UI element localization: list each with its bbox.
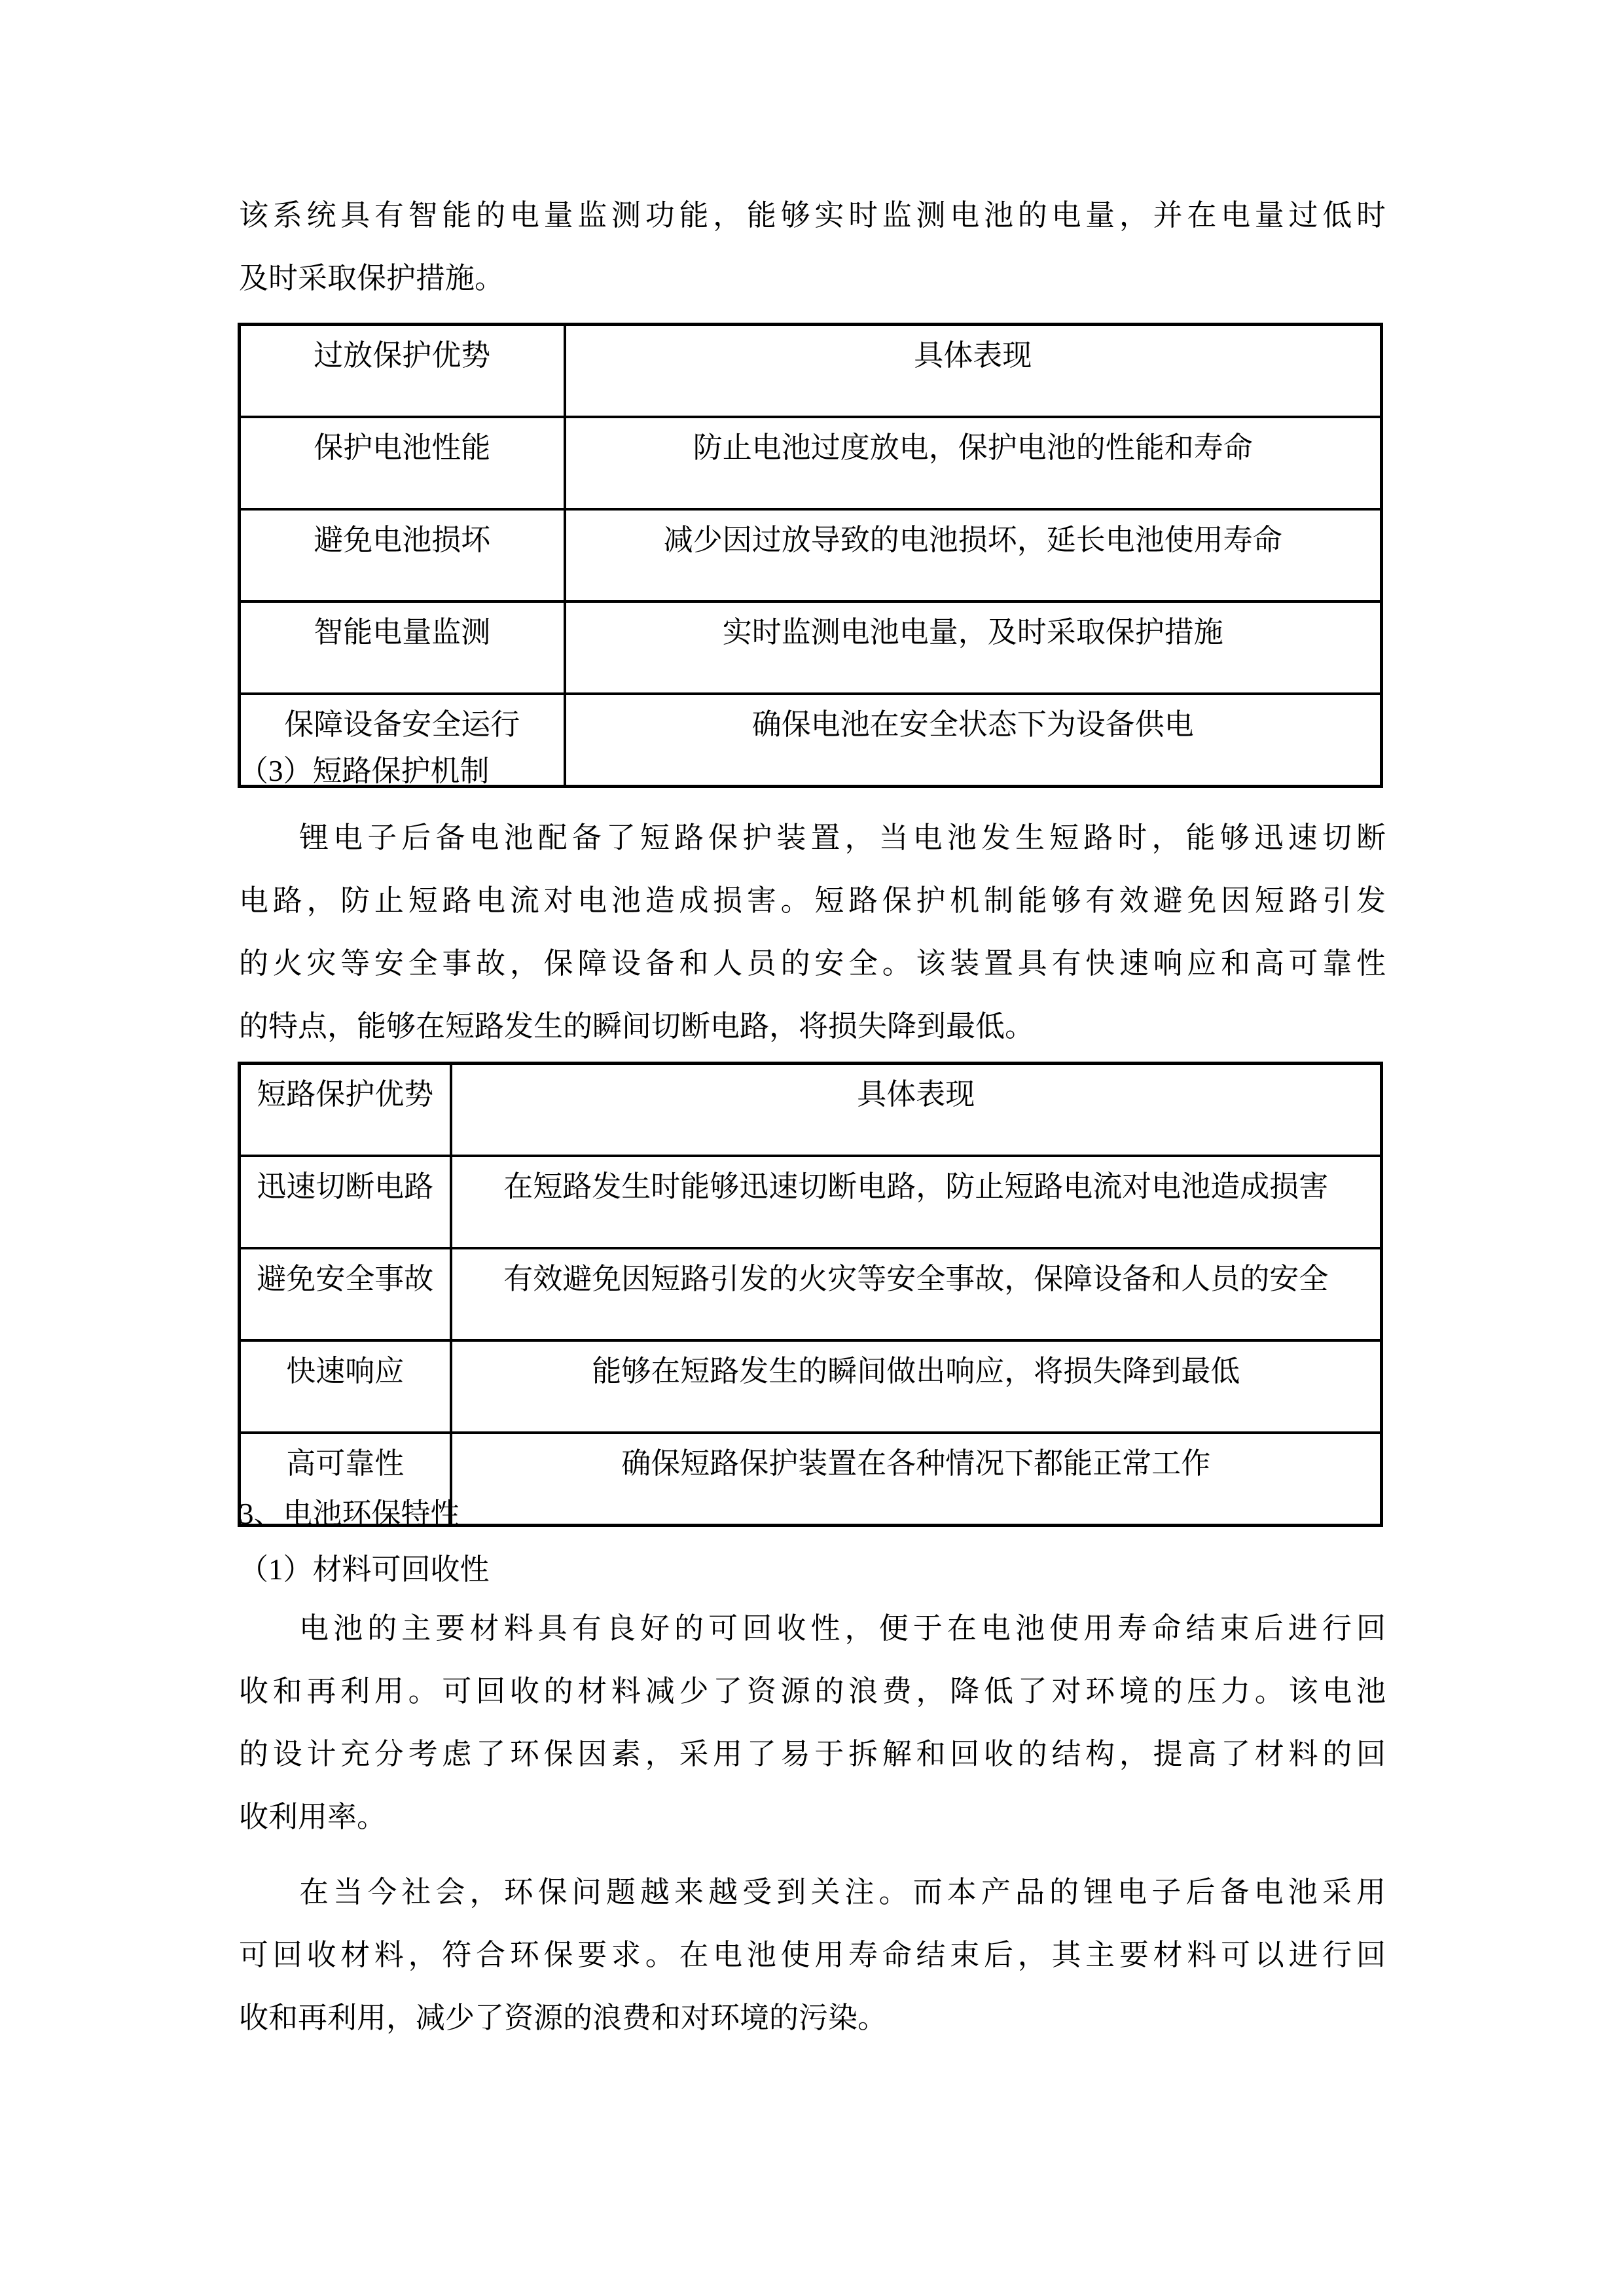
table-cell: 能够在短路发生的瞬间做出响应，将损失降到最低	[451, 1340, 1382, 1433]
table-cell: 避免电池损坏	[240, 509, 565, 601]
table-cell: 减少因过放导致的电池损坏，延长电池使用寿命	[565, 509, 1382, 601]
short-circuit-paragraph	[239, 806, 1386, 1058]
table-cell: 防止电池过度放电，保护电池的性能和寿命	[565, 417, 1382, 509]
heading-material-recyclability: （1）材料可回收性	[239, 1553, 490, 1586]
paragraph-line: 的设计充分考虑了环保因素，采用了易于拆解和回收的结构，提高了材料的回	[239, 1738, 1386, 1770]
intro-paragraph	[239, 184, 1386, 310]
paragraph-line: 在当今社会，环保问题越来越受到关注。而本产品的锂电子后备电池采用	[299, 1876, 1386, 1909]
table-cell: 保障设备安全运行	[240, 694, 565, 787]
table-row	[240, 1340, 1382, 1433]
table-cell: 避免安全事故	[240, 1248, 451, 1340]
paragraph-line: 收利用率。	[239, 1801, 387, 1833]
table-cell: 快速响应	[240, 1340, 451, 1433]
table-header-cell: 具体表现	[451, 1064, 1382, 1157]
table-cell: 智能电量监测	[240, 601, 565, 694]
paragraph-line: 的火灾等安全事故，保障设备和人员的安全。该装置具有快速响应和高可靠性	[239, 947, 1386, 980]
table-header-row	[240, 1064, 1382, 1157]
overdischarge-protection-table	[238, 323, 1383, 788]
paragraph-line: 电池的主要材料具有良好的可回收性，便于在电池使用寿命结束后进行回	[299, 1612, 1386, 1645]
paragraph-line: 的特点，能够在短路发生的瞬间切断电路，将损失降到最低。	[239, 1010, 1035, 1043]
table-cell: 迅速切断电路	[240, 1156, 451, 1248]
table-row	[240, 509, 1382, 601]
table-header-cell: 过放保护优势	[240, 325, 565, 418]
table-header-cell: 短路保护优势	[240, 1064, 451, 1157]
table-cell: 实时监测电池电量，及时采取保护措施	[565, 601, 1382, 694]
table-cell: 确保短路保护装置在各种情况下都能正常工作	[451, 1433, 1382, 1526]
paragraph-line: 收和再利用。可回收的材料减少了资源的浪费，降低了对环境的压力。该电池	[239, 1675, 1386, 1708]
table-row	[240, 601, 1382, 694]
short-circuit-protection-table	[238, 1062, 1383, 1527]
table-cell: 保护电池性能	[240, 417, 565, 509]
table-row	[240, 1248, 1382, 1340]
table-row	[240, 1156, 1382, 1248]
environment-society-paragraph	[239, 1861, 1386, 2049]
paragraph-line: 电路，防止短路电流对电池造成损害。短路保护机制能够有效避免因短路引发	[239, 884, 1386, 917]
table-cell: 在短路发生时能够迅速切断电路，防止短路电流对电池造成损害	[451, 1156, 1382, 1248]
paragraph-line: 该系统具有智能的电量监测功能，能够实时监测电池的电量，并在电量过低时	[239, 199, 1386, 232]
recyclability-paragraph	[239, 1597, 1386, 1848]
heading-short-circuit-protection: （3）短路保护机制	[239, 755, 490, 787]
table-header-row	[240, 325, 1382, 418]
table-cell: 确保电池在安全状态下为设备供电	[565, 694, 1382, 787]
paragraph-line: 及时采取保护措施。	[239, 262, 505, 295]
heading-environmental-characteristics: 3、电池环保特性	[239, 1498, 460, 1530]
table-header-cell: 具体表现	[565, 325, 1382, 418]
table-cell: 高可靠性	[240, 1433, 451, 1526]
table-row	[240, 417, 1382, 509]
paragraph-line: 收和再利用，减少了资源的浪费和对环境的污染。	[239, 2001, 888, 2034]
paragraph-line: 锂电子后备电池配备了短路保护装置，当电池发生短路时，能够迅速切断	[299, 821, 1386, 854]
table-cell: 有效避免因短路引发的火灾等安全事故，保障设备和人员的安全	[451, 1248, 1382, 1340]
paragraph-line: 可回收材料，符合环保要求。在电池使用寿命结束后，其主要材料可以进行回	[239, 1939, 1386, 1971]
